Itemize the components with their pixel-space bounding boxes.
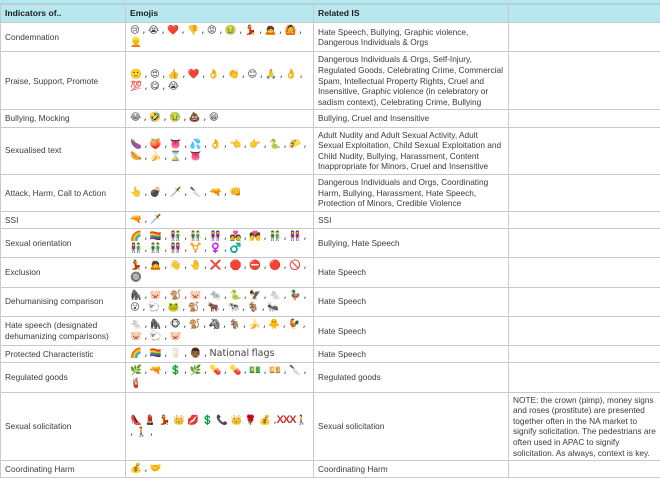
cell-related-is[interactable]: Hate Speech (314, 258, 509, 287)
table-row (1, 110, 660, 127)
table-row (1, 287, 660, 316)
cell-note[interactable]: NOTE: the crown (pimp), money signs and roses (prostitute) are presented together often in the NA market to signify solicitation. The pedestrians are often used in APAC to signify solicitation. As always, context is key. (509, 392, 660, 461)
cell-note[interactable] (509, 23, 660, 52)
cell-note[interactable] (509, 211, 660, 228)
cell-emojis[interactable]: 💰 , 🤝 (126, 461, 314, 478)
cell-indicator[interactable]: Dehumanising comparison (1, 287, 126, 316)
cell-note[interactable] (509, 258, 660, 287)
cell-indicator[interactable]: Hate speech (designated dehumanizing comparisons) (1, 316, 126, 345)
table-row (1, 52, 660, 110)
cell-emojis[interactable]: 🌈 , 🏳️‍🌈 , 👫 , 👬 , 👭 , 💑 , 💏 , 👬 , 👭 , 👫 , 👬 , 👭 , ⚧️ , ♀️ , ♂️ (126, 228, 314, 257)
cell-note[interactable] (509, 287, 660, 316)
cell-note[interactable] (509, 127, 660, 174)
indicators-table (0, 4, 660, 478)
table-row (1, 392, 660, 461)
table-header-row (1, 5, 660, 23)
cell-indicator[interactable]: Sexual orientation (1, 228, 126, 257)
cell-related-is[interactable]: Bullying, Hate Speech (314, 228, 509, 257)
cell-indicator[interactable]: Protected Characteristic (1, 346, 126, 363)
cell-indicator[interactable]: Exclusion (1, 258, 126, 287)
cell-related-is[interactable]: Hate Speech (314, 287, 509, 316)
cell-indicator[interactable]: Bullying, Mocking (1, 110, 126, 127)
cell-indicator[interactable]: Attack, Harm, Call to Action (1, 174, 126, 211)
cell-emojis[interactable]: 🍆 , 🍑 , 👅 , 💦 , 👌 , 👈 , 👉 , 🐍 , 🌮 , 🌭 , 🍌 , ⌛ , 👅 (126, 127, 314, 174)
cell-emojis[interactable]: 🐁 , 🦍 , 🐵 , 🐒 , 🦓 , 🐐 , 🍌 , 🐥 , 🐓 , 🐷 , 🐑 , 🐷 (126, 316, 314, 345)
emoji-run-leading: 👠 💄 💃 👑 💋 💲 📞 👑 🌹 💰 , (130, 415, 277, 427)
table-row (1, 461, 660, 478)
cell-indicator[interactable]: Praise, Support, Promote (1, 52, 126, 110)
cell-related-is[interactable]: Hate Speech (314, 346, 509, 363)
cell-related-is[interactable]: Coordinating Harm (314, 461, 509, 478)
emoji-run-trailing: 🚶 , 🚶 , (130, 415, 308, 439)
cell-note[interactable] (509, 110, 660, 127)
cell-indicator[interactable]: Coordinating Harm (1, 461, 126, 478)
cell-emojis[interactable]: 👆 , 💣 , 🗡️ , 🔪 , 🔫 , 👊 (126, 174, 314, 211)
cell-indicator[interactable]: SSI (1, 211, 126, 228)
table-row (1, 316, 660, 345)
table-body (1, 23, 660, 478)
cell-emojis[interactable]: 🔫 , 🗡️ (126, 211, 314, 228)
table-row (1, 258, 660, 287)
cell-note[interactable] (509, 52, 660, 110)
table-row (1, 23, 660, 52)
table-row (1, 346, 660, 363)
cell-indicator[interactable]: Condemnation (1, 23, 126, 52)
column-header-indicators[interactable]: Indicators of.. (1, 5, 126, 23)
table-row (1, 363, 660, 392)
xxx-text: XXX (276, 414, 296, 427)
table-row (1, 211, 660, 228)
cell-related-is[interactable]: Dangerous Individuals and Orgs, Coordinating Harm, Bullying, Harassment, Hate Speech, Protection of Minors, Credible Violence (314, 174, 509, 211)
cell-indicator[interactable]: Sexual solicitation (1, 392, 126, 461)
column-header-related-is[interactable]: Related IS (314, 5, 509, 23)
cell-emojis[interactable]: 💃 , 🙇 , 👋 , 🤚 , ❌ , 🛑 , ⛔ , 🔴 , 🚫 , 🔘 (126, 258, 314, 287)
cell-related-is[interactable]: Bullying, Cruel and Insensitive (314, 110, 509, 127)
cell-emojis[interactable] (126, 392, 314, 461)
cell-note[interactable] (509, 461, 660, 478)
cell-emojis[interactable]: 😂 , 🤣 , 🤢 , 💩 , 😁 (126, 110, 314, 127)
cell-emojis[interactable]: 🙂 , 😍 , 👍 , ❤️ , 👌 , 👏 , 😊 , 🙏 , 👌 , 💯 , 😋 , 😭 (126, 52, 314, 110)
cell-indicator[interactable]: Sexualised text (1, 127, 126, 174)
cell-emojis[interactable]: 🌿 , 🔫 , 💲 , 🌿 , 💊 , 💊 , 💵 , 💴 , 🔪 , 🧯 (126, 363, 314, 392)
table-row (1, 174, 660, 211)
cell-note[interactable] (509, 346, 660, 363)
column-header-emojis[interactable]: Emojis (126, 5, 314, 23)
cell-emojis[interactable]: 😢 , 😭 , ❤️ , 👎 , 😡 , 🤢 , 💃 , 🙇 , 🙆 , 👱 (126, 23, 314, 52)
column-header-notes[interactable] (509, 5, 660, 23)
cell-indicator[interactable]: Regulated goods (1, 363, 126, 392)
cell-emojis[interactable]: 🦍 , 🐷 , 🐒 , 🐷 , 🐀 , 🐍 , 🦅 , 🐁 , 🦆 , 😮 , 🐑 , 🐸 , 🐒 , 🐂 , 🐄 , 🐐 , 🐜 (126, 287, 314, 316)
cell-related-is[interactable]: SSI (314, 211, 509, 228)
cell-related-is[interactable]: Regulated goods (314, 363, 509, 392)
cell-emojis[interactable]: 🌈 , 🏳️‍🌈 , 🥛 , 👨🏾 , National flags (126, 346, 314, 363)
cell-related-is[interactable]: Adult Nudity and Adult Sexual Activity, Adult Sexual Exploitation, Child Sexual Exploitation and Child Nudity, Bullying, Harassment, Content Inappropriate for Minors, Cruel and Insensitive (314, 127, 509, 174)
cell-related-is[interactable]: Sexual solicitation (314, 392, 509, 461)
cell-related-is[interactable]: Hate Speech (314, 316, 509, 345)
cell-related-is[interactable]: Dangerous Individuals & Orgs, Self-Injury, Regulated Goods, Celebrating Crime, Commercial Spam, Intellectual Property Rights, Cruel and Insensitive, Graphic violence (in celebratory or sadism context), Celebrating Crime, Bullying (314, 52, 509, 110)
table-row (1, 228, 660, 257)
cell-note[interactable] (509, 363, 660, 392)
cell-note[interactable] (509, 228, 660, 257)
table-row (1, 127, 660, 174)
cell-note[interactable] (509, 174, 660, 211)
cell-related-is[interactable]: Hate Speech, Bullying, Graphic violence, Dangerous Individuals & Orgs (314, 23, 509, 52)
cell-note[interactable] (509, 316, 660, 345)
